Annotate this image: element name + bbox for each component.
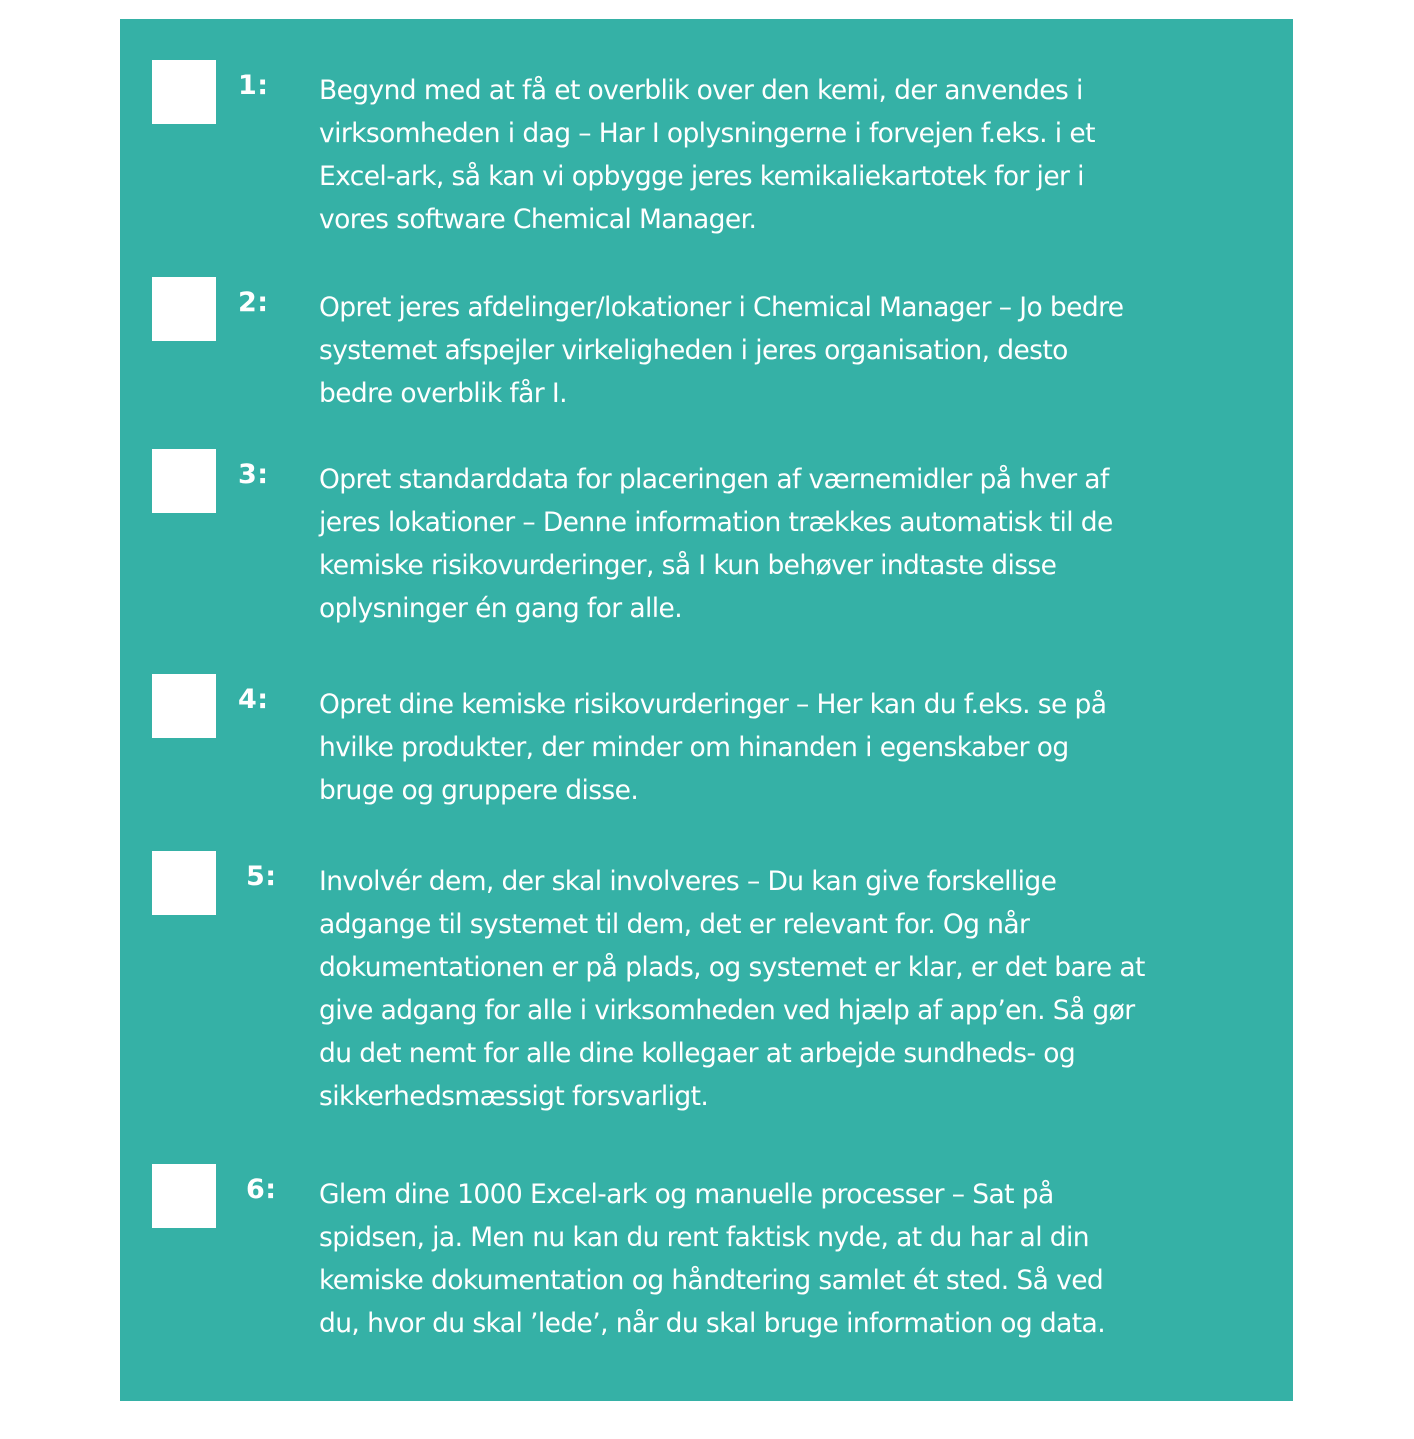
item-number-2: 2: bbox=[238, 287, 269, 318]
checkbox-2[interactable] bbox=[152, 277, 216, 341]
item-text-5 bbox=[319, 860, 1219, 1118]
checkbox-6[interactable] bbox=[152, 1164, 216, 1228]
item-text-line: systemet afspejler virkeligheden i jeres organisation, desto bbox=[319, 335, 1068, 366]
item-text-line: jeres lokationer – Denne information trækkes automatisk til de bbox=[319, 507, 1113, 538]
item-text-2 bbox=[319, 286, 1219, 415]
item-text-4 bbox=[319, 683, 1219, 812]
item-number-4: 4: bbox=[238, 684, 269, 715]
item-text-line: Involvér dem, der skal involveres – Du kan give forskellige bbox=[319, 866, 1057, 897]
item-text-line: Opret standarddata for placeringen af værnemidler på hver af bbox=[319, 464, 1109, 495]
item-text-line: Opret jeres afdelinger/lokationer i Chemical Manager – Jo bedre bbox=[319, 292, 1124, 323]
checkbox-3[interactable] bbox=[152, 449, 216, 513]
item-text-6 bbox=[319, 1173, 1219, 1345]
item-text-3 bbox=[319, 458, 1219, 630]
checklist-panel bbox=[120, 19, 1293, 1401]
item-text-line: sikkerhedsmæssigt forsvarligt. bbox=[319, 1081, 709, 1112]
item-text-line: kemiske risikovurderinger, så I kun behøver indtaste disse bbox=[319, 550, 1057, 581]
item-text-line: du det nemt for alle dine kollegaer at arbejde sundheds- og bbox=[319, 1038, 1076, 1069]
item-text-line: virksomheden i dag – Har I oplysningerne i forvejen f.eks. i et bbox=[319, 118, 1095, 149]
checkbox-5[interactable] bbox=[152, 851, 216, 915]
checkbox-4[interactable] bbox=[152, 674, 216, 738]
item-number-1: 1: bbox=[238, 70, 269, 101]
item-text-line: hvilke produkter, der minder om hinanden i egenskaber og bbox=[319, 732, 1069, 763]
item-text-line: give adgang for alle i virksomheden ved hjælp af app’en. Så gør bbox=[319, 995, 1135, 1026]
item-text-line: Begynd med at få et overblik over den kemi, der anvendes i bbox=[319, 75, 1083, 106]
item-text-line: Glem dine 1000 Excel-ark og manuelle processer – Sat på bbox=[319, 1179, 1054, 1210]
item-text-line: oplysninger én gang for alle. bbox=[319, 593, 683, 624]
item-text-line: vores software Chemical Manager. bbox=[319, 204, 757, 235]
item-text-line: spidsen, ja. Men nu kan du rent faktisk nyde, at du har al din bbox=[319, 1222, 1089, 1253]
item-text-1 bbox=[319, 69, 1219, 241]
item-number-5: 5: bbox=[246, 861, 277, 892]
item-text-line: dokumentationen er på plads, og systemet er klar, er det bare at bbox=[319, 952, 1145, 983]
item-text-line: kemiske dokumentation og håndtering samlet ét sted. Så ved bbox=[319, 1265, 1104, 1296]
item-text-line: du, hvor du skal ’lede’, når du skal bruge information og data. bbox=[319, 1308, 1106, 1339]
item-text-line: bedre overblik får I. bbox=[319, 378, 567, 409]
item-number-6: 6: bbox=[246, 1174, 277, 1205]
item-text-line: bruge og gruppere disse. bbox=[319, 775, 639, 806]
item-text-line: Opret dine kemiske risikovurderinger – Her kan du f.eks. se på bbox=[319, 689, 1107, 720]
item-number-3: 3: bbox=[238, 459, 269, 490]
item-text-line: adgange til systemet til dem, det er relevant for. Og når bbox=[319, 909, 1030, 940]
item-text-line: Excel-ark, så kan vi opbygge jeres kemikaliekartotek for jer i bbox=[319, 161, 1084, 192]
checkbox-1[interactable] bbox=[152, 60, 216, 124]
